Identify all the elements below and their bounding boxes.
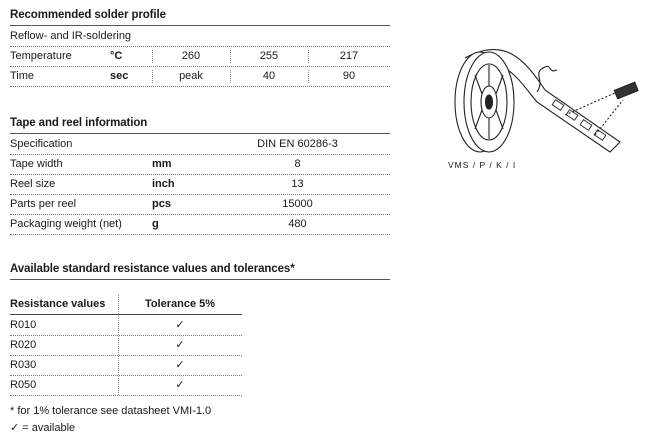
row-unit: °C bbox=[110, 50, 123, 62]
solder-row-time bbox=[10, 67, 390, 87]
row-label: Temperature bbox=[10, 50, 72, 62]
solder-subtitle: Reflow- and IR-soldering bbox=[10, 30, 132, 42]
tape-row bbox=[10, 135, 390, 155]
row-unit: inch bbox=[152, 178, 175, 190]
row-label: Reel size bbox=[10, 178, 56, 190]
row-unit: mm bbox=[152, 158, 172, 170]
check-icon: ✓ bbox=[175, 319, 185, 331]
tape-row bbox=[10, 215, 390, 235]
resistance-header-row bbox=[10, 295, 242, 315]
row-unit: sec bbox=[110, 70, 129, 82]
row-unit: g bbox=[152, 218, 159, 230]
tape-row bbox=[10, 155, 390, 175]
value-cell: 40 bbox=[262, 70, 276, 82]
resistance-title: Available standard resistance values and tolerances* bbox=[10, 263, 295, 275]
resistance-row bbox=[10, 376, 242, 396]
row-value: 13 bbox=[291, 178, 304, 190]
check-legend: ✓ = available bbox=[10, 422, 76, 434]
resistance-row bbox=[10, 336, 242, 356]
resistance-value: R050 bbox=[10, 379, 37, 391]
resistance-row bbox=[10, 356, 242, 376]
tape-row bbox=[10, 195, 390, 215]
tape-title: Tape and reel information bbox=[10, 117, 148, 129]
row-label: Tape width bbox=[10, 158, 63, 170]
value-cell: 217 bbox=[339, 50, 359, 62]
solder-subtitle-row bbox=[10, 27, 390, 47]
row-label: Packaging weight (net) bbox=[10, 218, 122, 230]
column-header: Resistance values bbox=[10, 298, 106, 310]
value-cell: 260 bbox=[181, 50, 201, 62]
row-label: Time bbox=[10, 70, 35, 82]
row-unit: pcs bbox=[152, 198, 171, 210]
check-icon: ✓ bbox=[175, 339, 185, 351]
row-value: 8 bbox=[294, 158, 301, 170]
figure-caption: VMS / P / K / I bbox=[448, 160, 517, 170]
row-value: 15000 bbox=[282, 198, 313, 210]
check-icon: ✓ bbox=[175, 379, 185, 391]
value-cell: 90 bbox=[342, 70, 356, 82]
check-icon: ✓ bbox=[175, 359, 185, 371]
tape-reel-illustration bbox=[445, 40, 645, 165]
resistance-value: R030 bbox=[10, 359, 37, 371]
footnote: * for 1% tolerance see datasheet VMI-1.0 bbox=[10, 405, 212, 417]
resistance-value: R020 bbox=[10, 339, 37, 351]
row-value: DIN EN 60286-3 bbox=[257, 138, 338, 150]
column-header: Tolerance 5% bbox=[144, 298, 216, 310]
value-cell: peak bbox=[179, 70, 203, 82]
solder-row-temperature bbox=[10, 47, 390, 67]
tape-row bbox=[10, 175, 390, 195]
row-value: 480 bbox=[288, 218, 307, 230]
resistance-value: R010 bbox=[10, 319, 37, 331]
row-label: Specification bbox=[10, 138, 73, 150]
solder-title: Recommended solder profile bbox=[10, 9, 166, 21]
resistance-title-rule bbox=[10, 279, 390, 280]
row-label: Parts per reel bbox=[10, 198, 77, 210]
resistance-row bbox=[10, 316, 242, 336]
solder-title-rule bbox=[10, 25, 390, 26]
tape-title-rule bbox=[10, 133, 390, 134]
value-cell: 255 bbox=[259, 50, 279, 62]
